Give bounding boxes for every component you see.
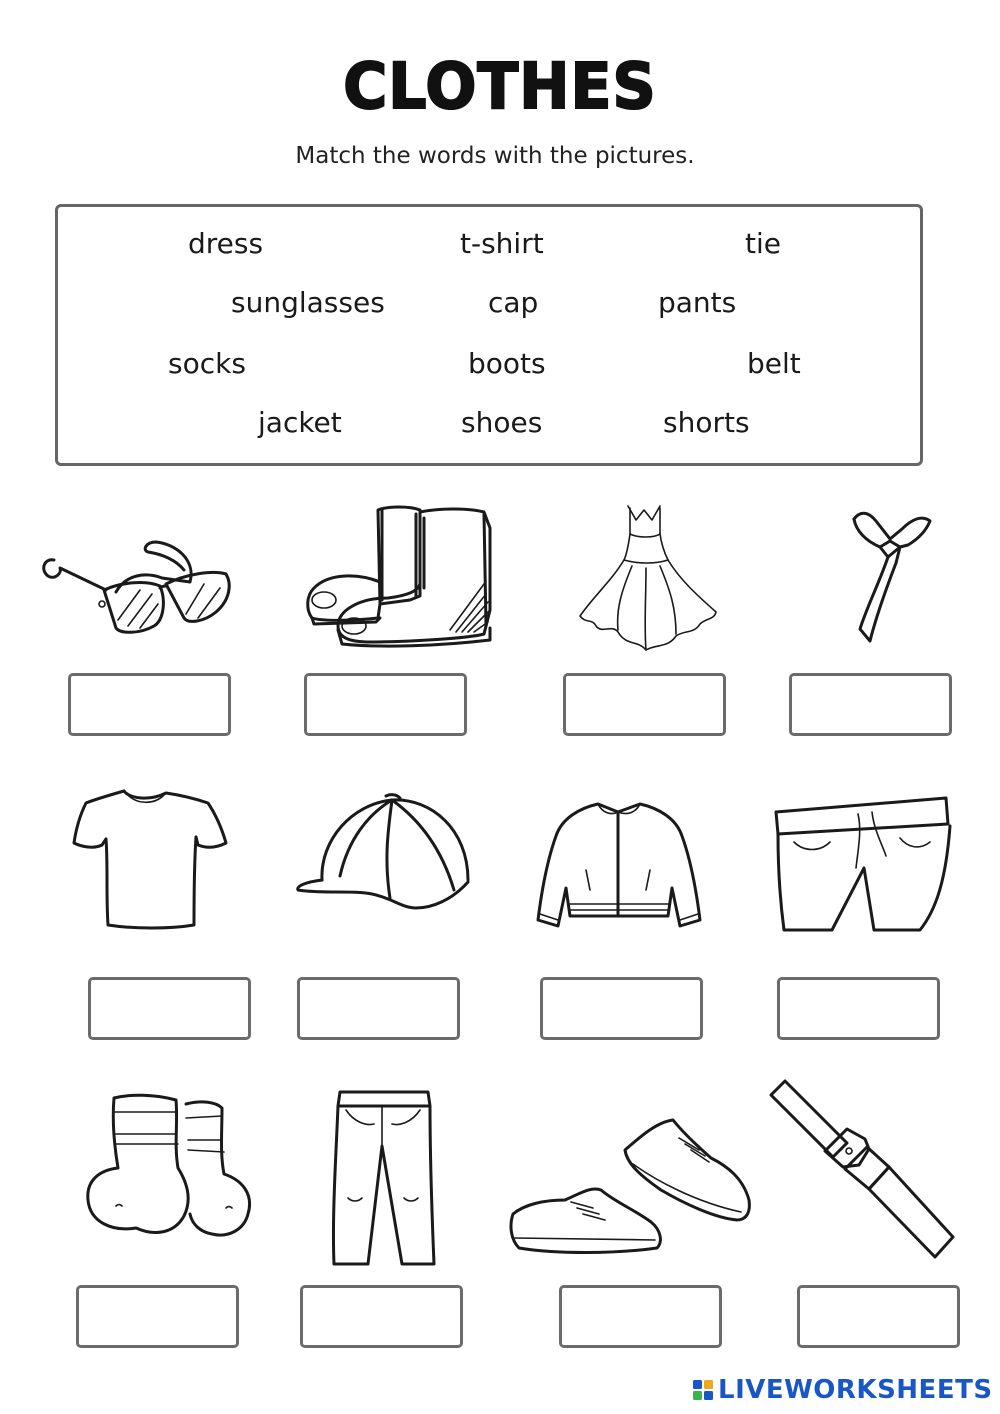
answer-box-shoes[interactable] [559, 1285, 722, 1348]
instruction-text: Match the words with the pictures. [295, 143, 695, 169]
sunglasses-icon [36, 530, 236, 640]
answer-box-sunglasses[interactable] [68, 673, 231, 736]
socks-icon [82, 1088, 257, 1243]
page-title: CLOTHES [343, 50, 657, 124]
word-socks: socks [168, 347, 246, 380]
word-pants: pants [658, 286, 737, 319]
belt-icon [765, 1075, 960, 1265]
boots-icon [300, 500, 500, 658]
answer-box-tie[interactable] [789, 673, 952, 736]
word-shoes: shoes [461, 406, 543, 439]
word-boots: boots [468, 347, 546, 380]
word-bank [55, 204, 923, 466]
word-tie: tie [745, 227, 781, 260]
answer-box-tshirt[interactable] [88, 977, 251, 1040]
word-belt: belt [747, 347, 801, 380]
answer-box-belt[interactable] [797, 1285, 960, 1348]
answer-box-cap[interactable] [297, 977, 460, 1040]
word-jacket: jacket [258, 406, 342, 439]
word-sunglasses: sunglasses [231, 286, 385, 319]
tie-icon [846, 505, 936, 645]
tshirt-icon [70, 785, 230, 933]
answer-box-socks[interactable] [76, 1285, 239, 1348]
dress-icon [572, 500, 722, 658]
word-tshirt: t-shirt [460, 227, 544, 260]
shorts-icon [770, 790, 955, 938]
answer-box-boots[interactable] [304, 673, 467, 736]
pants-icon [322, 1086, 442, 1271]
answer-box-shorts[interactable] [777, 977, 940, 1040]
answer-box-dress[interactable] [563, 673, 726, 736]
word-cap: cap [488, 286, 539, 319]
answer-box-jacket[interactable] [540, 977, 703, 1040]
jacket-icon [532, 798, 707, 940]
word-shorts: shorts [663, 406, 750, 439]
brand-logo [692, 1375, 993, 1405]
cap-icon [292, 790, 470, 916]
answer-box-pants[interactable] [300, 1285, 463, 1348]
liveworksheets-logo-icon [692, 1378, 714, 1402]
shoes-icon [505, 1110, 755, 1260]
word-dress: dress [188, 227, 264, 260]
brand-name: LIVEWORKSHEETS [718, 1375, 993, 1405]
